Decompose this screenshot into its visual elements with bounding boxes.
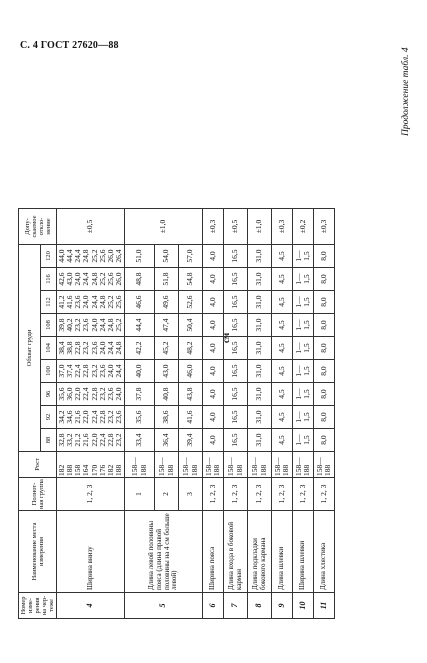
value-line: 22,4 xyxy=(97,433,107,447)
value-line: 22,0 xyxy=(81,410,91,424)
value-cell: 4,0 xyxy=(203,360,224,383)
value-line: 24,4 xyxy=(73,249,83,263)
height-value: 164 xyxy=(81,464,91,476)
value-cell: 40,0 xyxy=(125,360,155,383)
value-line: 22,8 xyxy=(97,410,107,424)
value-line: 23,6 xyxy=(73,295,83,309)
value-line: 23,6 xyxy=(97,364,107,378)
col-head-girth: Обхват груди xyxy=(19,245,41,452)
value-line: 22,0 xyxy=(89,433,99,447)
value-cell: 37,8 xyxy=(125,383,155,406)
value-cell: 4,0 xyxy=(203,268,224,291)
value-cell xyxy=(57,429,125,452)
value-cell: 31,0 xyxy=(248,314,272,337)
height-cell: 158—188 xyxy=(272,452,293,478)
value-line: 39,8 xyxy=(57,318,67,332)
row-number: 10 xyxy=(293,593,314,619)
value-cell: 1—1,5 xyxy=(293,291,314,314)
value-cell: 16,5 xyxy=(224,406,248,429)
value-cell: 16,5 xyxy=(224,291,248,314)
value-cell: 8,0 xyxy=(314,291,335,314)
tolerance-cell: ±1,0 xyxy=(125,209,203,245)
value-line: 22,4 xyxy=(89,410,99,424)
value-line: 23,6 xyxy=(81,318,91,332)
value-line: 37,0 xyxy=(57,364,67,378)
table-row xyxy=(125,209,155,619)
height-cell: 158—188 xyxy=(248,452,272,478)
value-line: 25,2 xyxy=(97,272,107,286)
value-cell xyxy=(57,360,125,383)
tolerance-cell: ±0,5 xyxy=(57,209,125,245)
value-line: 26,4 xyxy=(113,249,123,263)
value-cell xyxy=(57,337,125,360)
value-line: 21,2 xyxy=(73,433,83,447)
value-cell: 8,0 xyxy=(314,383,335,406)
value-line: 24,4 xyxy=(89,295,99,309)
value-cell: 16,5 xyxy=(224,268,248,291)
row-number: 8 xyxy=(248,593,272,619)
value-cell: 54,8 xyxy=(179,268,203,291)
girth-96: 96 xyxy=(41,383,57,406)
value-cell: 16,5 xyxy=(224,337,248,360)
value-line: 38,8 xyxy=(65,341,75,355)
value-line: 23,2 xyxy=(105,410,115,424)
value-cell: 33,4 xyxy=(125,429,155,452)
value-cell: 8,0 xyxy=(314,245,335,268)
row-number: 11 xyxy=(314,593,335,619)
value-line: 24,0 xyxy=(73,272,83,286)
value-cell: 40,8 xyxy=(155,383,179,406)
measurement-name: Ширина внизу xyxy=(57,511,125,593)
value-cell: 4,0 xyxy=(203,245,224,268)
value-cell: 4,0 xyxy=(203,383,224,406)
value-line: 40,2 xyxy=(65,318,75,332)
measurement-name: Длина подкладки бокового кармана xyxy=(248,511,272,593)
girth-108: 108 xyxy=(41,314,57,337)
value-line: 43,0 xyxy=(65,272,75,286)
value-cell: 52,6 xyxy=(179,291,203,314)
group-cell: 1, 2, 3 xyxy=(293,478,314,511)
height-cell: 158—188 xyxy=(224,452,248,478)
girth-100: 100 xyxy=(41,360,57,383)
value-cell: 16,5 xyxy=(224,429,248,452)
measurement-name: Длина левой половины пояса (длина правой половины на 4 см больше левой) xyxy=(125,511,203,593)
value-line: 41,2 xyxy=(57,295,67,309)
height-cell xyxy=(57,452,125,478)
row-number: 9 xyxy=(272,593,293,619)
group-cell: 1, 2, 3 xyxy=(57,478,125,511)
tolerance-cell: ±0,3 xyxy=(272,209,293,245)
group-cell: 1, 2, 3 xyxy=(203,478,224,511)
value-cell: 36,4 xyxy=(155,429,179,452)
value-cell: 42,2 xyxy=(125,337,155,360)
height-cell: 158—188 xyxy=(203,452,224,478)
value-cell: 1—1,5 xyxy=(293,383,314,406)
value-line: 21,6 xyxy=(73,410,83,424)
value-cell: 4,5 xyxy=(272,245,293,268)
value-cell xyxy=(57,291,125,314)
value-line: 23,6 xyxy=(105,387,115,401)
value-cell: 4,5 xyxy=(272,360,293,383)
value-cell: 1—1,5 xyxy=(293,314,314,337)
value-line: 33,2 xyxy=(65,433,75,447)
value-cell: 57,0 xyxy=(179,245,203,268)
value-cell: 41,6 xyxy=(179,406,203,429)
tolerance-cell: ±1,0 xyxy=(248,209,272,245)
col-head-height: Рост xyxy=(19,452,57,478)
value-cell: 31,0 xyxy=(248,429,272,452)
value-cell: 4,5 xyxy=(272,314,293,337)
col-head-group: Полнот- ная группа xyxy=(19,478,57,511)
measurement-name: Длина хлястика xyxy=(314,511,335,593)
group-cell: 3 xyxy=(179,478,203,511)
col-head-tolerance: Допу- скаемое откло- нение xyxy=(19,209,57,245)
girth-112: 112 xyxy=(41,291,57,314)
value-cell: 4,5 xyxy=(272,291,293,314)
value-line: 23,2 xyxy=(73,318,83,332)
value-line: 22,8 xyxy=(73,341,83,355)
value-cell: 8,0 xyxy=(314,314,335,337)
height-value: 182 xyxy=(105,464,115,476)
group-cell: 1, 2, 3 xyxy=(314,478,335,511)
measurement-name: Длина шлевки xyxy=(272,511,293,593)
height-value: 176 xyxy=(97,464,107,476)
value-line: 25,6 xyxy=(105,272,115,286)
value-line: 36,0 xyxy=(65,387,75,401)
value-line: 34,6 xyxy=(65,410,75,424)
value-cell: 4,5 xyxy=(272,337,293,360)
girth-104: 104 xyxy=(41,337,57,360)
value-cell: 35,6 xyxy=(125,406,155,429)
value-cell: 8,0 xyxy=(314,406,335,429)
value-cell: 4,0 xyxy=(203,314,224,337)
value-line: 24,8 xyxy=(113,341,123,355)
tolerance-cell: ±0,2 xyxy=(293,209,314,245)
value-cell: 51,8 xyxy=(155,268,179,291)
value-cell: 44,4 xyxy=(125,314,155,337)
value-cell: 31,0 xyxy=(248,245,272,268)
value-cell: 4,0 xyxy=(203,429,224,452)
value-line: 22,0 xyxy=(73,387,83,401)
value-cell: 1—1,5 xyxy=(293,268,314,291)
value-line: 42,6 xyxy=(57,272,67,286)
height-cell: 158—188 xyxy=(125,452,155,478)
value-cell: 31,0 xyxy=(248,360,272,383)
group-cell: 1 xyxy=(125,478,155,511)
value-cell: 16,5 xyxy=(224,360,248,383)
value-line: 34,2 xyxy=(57,410,67,424)
height-value: 188 xyxy=(113,464,123,476)
value-cell: 8,0 xyxy=(314,429,335,452)
value-line: 25,6 xyxy=(113,295,123,309)
value-cell: 1—1,5 xyxy=(293,406,314,429)
value-line: 22,4 xyxy=(81,387,91,401)
girth-116: 116 xyxy=(41,268,57,291)
table-row xyxy=(248,209,272,619)
value-cell: 47,4 xyxy=(155,314,179,337)
value-cell: 31,0 xyxy=(248,406,272,429)
value-line: 38,4 xyxy=(57,341,67,355)
value-cell: 8,0 xyxy=(314,337,335,360)
group-cell: 1, 2, 3 xyxy=(248,478,272,511)
value-line: 23,6 xyxy=(113,410,123,424)
tolerance-cell: ±0,5 xyxy=(224,209,248,245)
value-line: 24,8 xyxy=(105,318,115,332)
value-line: 24,0 xyxy=(113,387,123,401)
value-cell: 31,0 xyxy=(248,337,272,360)
value-line: 44,0 xyxy=(57,249,67,263)
tolerance-cell: ±0,3 xyxy=(314,209,335,245)
value-cell xyxy=(57,383,125,406)
value-line: 24,8 xyxy=(89,272,99,286)
height-value: 182 xyxy=(57,464,67,476)
value-cell: 4,5 xyxy=(272,268,293,291)
value-cell: 46,6 xyxy=(125,291,155,314)
value-cell: 43,0 xyxy=(155,360,179,383)
value-cell: 39,4 xyxy=(179,429,203,452)
measurement-name: Длина входа в боковой карман xyxy=(224,511,248,593)
value-cell: 31,0 xyxy=(248,268,272,291)
value-cell: 1—1,5 xyxy=(293,360,314,383)
girth-88: 88 xyxy=(41,429,57,452)
value-line: 24,8 xyxy=(81,249,91,263)
value-cell: 46,0 xyxy=(179,360,203,383)
measurement-name: Ширина пояса xyxy=(203,511,224,593)
value-line: 23,2 xyxy=(113,433,123,447)
value-cell: 8,0 xyxy=(314,360,335,383)
measurements-table xyxy=(18,208,335,619)
value-cell: 16,5 xyxy=(224,314,248,337)
value-line: 24,0 xyxy=(105,364,115,378)
tolerance-cell: ±0,3 xyxy=(203,209,224,245)
value-line: 22,8 xyxy=(81,364,91,378)
height-cell: 158—188 xyxy=(155,452,179,478)
girth-120: 120 xyxy=(41,245,57,268)
value-cell xyxy=(57,314,125,337)
value-cell: 4,5 xyxy=(272,406,293,429)
value-line: 32,8 xyxy=(57,433,67,447)
value-cell: 16,5 xyxy=(224,245,248,268)
table-row xyxy=(57,209,125,619)
row-number: 6 xyxy=(203,593,224,619)
value-cell: 4,5 xyxy=(272,383,293,406)
value-cell: 48,2 xyxy=(179,337,203,360)
value-line: 25,2 xyxy=(105,295,115,309)
measurement-name: Ширина шлевки xyxy=(293,511,314,593)
page-header: С. 4 ГОСТ 27620—88 xyxy=(20,40,119,51)
value-line: 24,4 xyxy=(113,364,123,378)
value-line: 24,0 xyxy=(81,295,91,309)
value-line: 24,4 xyxy=(105,341,115,355)
table-row xyxy=(224,209,248,619)
value-cell: 49,6 xyxy=(155,291,179,314)
value-line: 35,6 xyxy=(57,387,67,401)
row-number: 7 xyxy=(224,593,248,619)
value-line: 23,2 xyxy=(89,364,99,378)
table-row xyxy=(293,209,314,619)
value-line: 37,4 xyxy=(65,364,75,378)
height-cell: 158—188 xyxy=(179,452,203,478)
value-line: 25,2 xyxy=(89,249,99,263)
value-cell xyxy=(57,406,125,429)
row-number: 5 xyxy=(125,593,203,619)
col-head-num: Номер изме- рения на чер- теже xyxy=(19,593,57,619)
table-row xyxy=(314,209,335,619)
value-line: 22,8 xyxy=(89,387,99,401)
value-line: 41,6 xyxy=(65,295,75,309)
value-line: 23,2 xyxy=(81,341,91,355)
height-cell: 158—188 xyxy=(314,452,335,478)
value-line: 26,0 xyxy=(113,272,123,286)
value-line: 44,4 xyxy=(65,249,75,263)
value-cell: 4,5 xyxy=(272,429,293,452)
height-value: 170 xyxy=(89,464,99,476)
value-cell: 4,0 xyxy=(203,291,224,314)
value-line: 24,4 xyxy=(81,272,91,286)
unit-label: см xyxy=(221,332,231,343)
value-line: 24,0 xyxy=(89,318,99,332)
value-cell: 50,4 xyxy=(179,314,203,337)
value-line: 25,2 xyxy=(113,318,123,332)
table-row xyxy=(272,209,293,619)
value-line: 23,2 xyxy=(97,387,107,401)
value-cell: 43,8 xyxy=(179,383,203,406)
value-cell xyxy=(57,245,125,268)
value-cell: 8,0 xyxy=(314,268,335,291)
value-line: 21,6 xyxy=(81,433,91,447)
value-line: 24,0 xyxy=(97,341,107,355)
col-head-name: Наименование места измерения xyxy=(19,511,57,593)
value-cell: 54,0 xyxy=(155,245,179,268)
value-line: 22,8 xyxy=(105,433,115,447)
value-cell: 1—1,5 xyxy=(293,245,314,268)
value-cell: 38,6 xyxy=(155,406,179,429)
value-cell xyxy=(57,268,125,291)
value-line: 24,4 xyxy=(97,318,107,332)
table-row xyxy=(203,209,224,619)
value-line: 22,4 xyxy=(73,364,83,378)
value-cell: 16,5 xyxy=(224,383,248,406)
value-cell: 48,8 xyxy=(125,268,155,291)
height-value: 158 xyxy=(73,464,83,476)
value-cell: 45,2 xyxy=(155,337,179,360)
value-cell: 51,0 xyxy=(125,245,155,268)
value-cell: 31,0 xyxy=(248,291,272,314)
value-cell: 1—1,5 xyxy=(293,429,314,452)
value-line: 25,6 xyxy=(97,249,107,263)
value-line: 26,0 xyxy=(105,249,115,263)
value-cell: 31,0 xyxy=(248,383,272,406)
group-cell: 1, 2, 3 xyxy=(224,478,248,511)
value-cell: 1—1,5 xyxy=(293,337,314,360)
height-value: 188 xyxy=(65,464,75,476)
value-cell: 4,0 xyxy=(203,337,224,360)
value-cell: 4,0 xyxy=(203,406,224,429)
group-cell: 1, 2, 3 xyxy=(272,478,293,511)
row-number: 4 xyxy=(57,593,125,619)
height-cell: 158—188 xyxy=(293,452,314,478)
group-cell: 2 xyxy=(155,478,179,511)
girth-92: 92 xyxy=(41,406,57,429)
table-continuation-label: Продолжение табл. 4 xyxy=(401,47,411,136)
value-line: 23,6 xyxy=(89,341,99,355)
value-line: 24,8 xyxy=(97,295,107,309)
